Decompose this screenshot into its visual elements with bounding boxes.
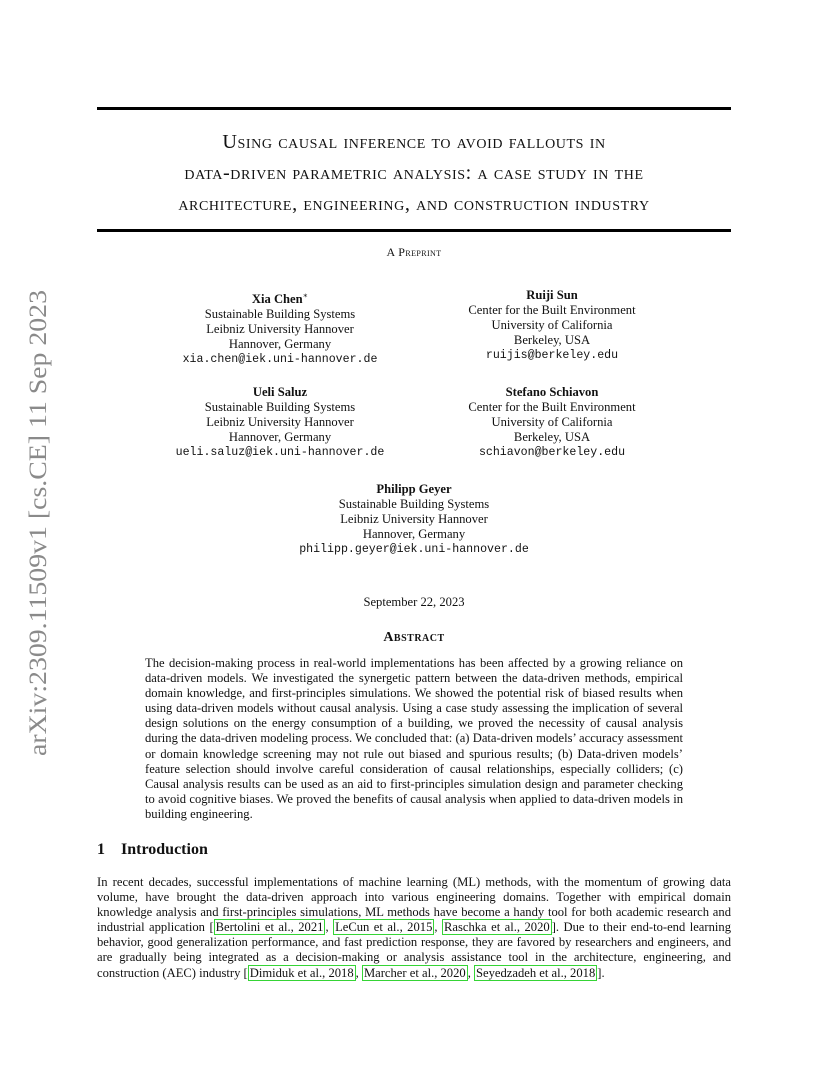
author-name: Philipp Geyer bbox=[376, 482, 452, 496]
intro-text-part-1: In recent decades, successful implementations of machine learning (ML) methods, with the momentum of growing data volume, have brought the data-driven approach into various engineering domains. Together with empirical domain knowledge analysis and first-principles simulations, ML methods have become a handy tool for both academic research and industrial application [ bbox=[97, 875, 731, 935]
author-location: Berkeley, USA bbox=[513, 333, 591, 347]
author-name: Ueli Saluz bbox=[252, 385, 308, 399]
author-name: Ruiji Sun bbox=[526, 288, 578, 302]
paper-title bbox=[90, 127, 738, 220]
citation-link[interactable]: Seyedzadeh et al., 2018 bbox=[476, 965, 596, 980]
author-location: Berkeley, USA bbox=[513, 430, 591, 444]
author-footnote-mark: ∗ bbox=[302, 291, 309, 300]
title-line-3: architecture, engineering, and construction industry bbox=[178, 193, 650, 215]
section-heading-introduction bbox=[97, 841, 208, 859]
author-name: Xia Chen∗ bbox=[251, 291, 309, 307]
intro-text-part-3: ]. bbox=[597, 965, 605, 980]
abstract-heading: Abstract bbox=[383, 630, 445, 645]
title-line-1: Using causal inference to avoid fallouts in bbox=[222, 131, 606, 153]
author-block-ueli-saluz bbox=[160, 385, 400, 460]
author-email[interactable]: xia.chen@iek.uni-hannover.de bbox=[182, 353, 378, 367]
author-block-stefano-schiavon bbox=[432, 385, 672, 460]
author-block-ruiji-sun bbox=[432, 288, 672, 363]
section-number: 1 bbox=[97, 841, 105, 858]
author-location: Hannover, Germany bbox=[362, 527, 466, 541]
author-email[interactable]: schiavon@berkeley.edu bbox=[478, 446, 626, 459]
author-affiliation: Center for the Built Environment bbox=[468, 303, 636, 317]
author-affiliation: Sustainable Building Systems bbox=[204, 400, 356, 414]
author-affiliation: Sustainable Building Systems bbox=[338, 497, 490, 511]
title-bottom-rule bbox=[97, 229, 731, 232]
title-line-2: data-driven parametric analysis: a case study in the bbox=[184, 162, 644, 184]
author-affiliation: Sustainable Building Systems bbox=[204, 307, 356, 322]
author-name: Stefano Schiavon bbox=[505, 385, 599, 399]
author-email[interactable]: ueli.saluz@iek.uni-hannover.de bbox=[175, 446, 385, 459]
publication-date: September 22, 2023 bbox=[363, 595, 465, 609]
author-institution: Leibniz University Hannover bbox=[340, 512, 488, 526]
preprint-label: A Preprint bbox=[386, 245, 442, 259]
author-affiliation: Center for the Built Environment bbox=[468, 400, 636, 414]
citation-link[interactable]: Raschka et al., 2020 bbox=[443, 920, 550, 935]
author-location: Hannover, Germany bbox=[228, 430, 332, 444]
author-institution: Leibniz University Hannover bbox=[206, 415, 354, 429]
author-institution: University of California bbox=[491, 318, 613, 332]
intro-text-part-2: ]. Due to their end-to-end learning behavior, good generalization performance, and fast prediction response, they are favored by researchers and engineers, and are gradually being integrated as a decision-making or analysis assistance tool in the architecture, engineering, and construction (AEC) industry [ bbox=[97, 920, 731, 980]
author-email[interactable]: philipp.geyer@iek.uni-hannover.de bbox=[299, 543, 529, 556]
author-institution: University of California bbox=[491, 415, 613, 429]
citation-link[interactable]: Bertolini et al., 2021 bbox=[215, 920, 324, 935]
section-title: Introduction bbox=[121, 841, 208, 858]
author-institution: Leibniz University Hannover bbox=[206, 322, 354, 337]
citation-link[interactable]: Marcher et al., 2020 bbox=[363, 965, 466, 980]
author-block-philipp-geyer bbox=[294, 482, 534, 557]
author-block-xia-chen bbox=[160, 288, 400, 367]
title-top-rule bbox=[97, 107, 731, 110]
arxiv-identifier: arXiv:2309.11509v1 [cs.CE] 11 Sep 2023 bbox=[25, 337, 52, 756]
introduction-paragraph: In recent decades, successful implementations of machine learning (ML) methods, with the momentum of growing data volume, have brought the data-driven approach into various engineering domains. Together with empirical domain knowledge analysis and first-principles simulations, ML methods have become a handy tool for both academic research and industrial application [ Bertolini et al., 2021 , LeCun et al., 2015 , Raschka et al., 2020 ]. Due to their end-to-end learning behavior, good generalization performance, and fast prediction response, they are favored by researchers and engineers, and are gradually being integrated as a decision-making or analysis assistance tool in the architecture, engineering, and construction (AEC) industry [ Dimiduk et al., 2018 , Marcher et al., 2020 , Seyedzadeh et al., 2018 ]. bbox=[97, 875, 731, 980]
citation-link[interactable]: LeCun et al., 2015 bbox=[335, 920, 433, 935]
author-email[interactable]: ruijis@berkeley.edu bbox=[485, 349, 619, 362]
arxiv-side-stamp bbox=[22, 288, 52, 758]
author-location: Hannover, Germany bbox=[228, 337, 332, 352]
abstract-text: The decision-making process in real-world implementations has been affected by a growing reliance on data-driven models. We investigated the synergetic pattern between the data-driven methods, empirical domain knowledge, and first-principles simulations. We showed the potential risk of biased results when using data-driven models without causal analysis. Using a case study assessing the implication of several design solutions on the energy consumption of a building, we proved the necessity of causal analysis during the data-driven modeling process. We concluded that: (a) Data-driven models’ accuracy assessment or domain knowledge screening may not rule out biased and spurious results; (b) Data-driven models’ feature selection should involve careful consideration of causal relationships, especially colliders; (c) Causal analysis results can be used as an aid to first-principles simulation design and parameter checking to avoid cognitive biases. We proved the benefits of causal analysis when applied to data-driven models in building engineering. bbox=[145, 656, 683, 821]
citation-link[interactable]: Dimiduk et al., 2018 bbox=[249, 965, 354, 980]
